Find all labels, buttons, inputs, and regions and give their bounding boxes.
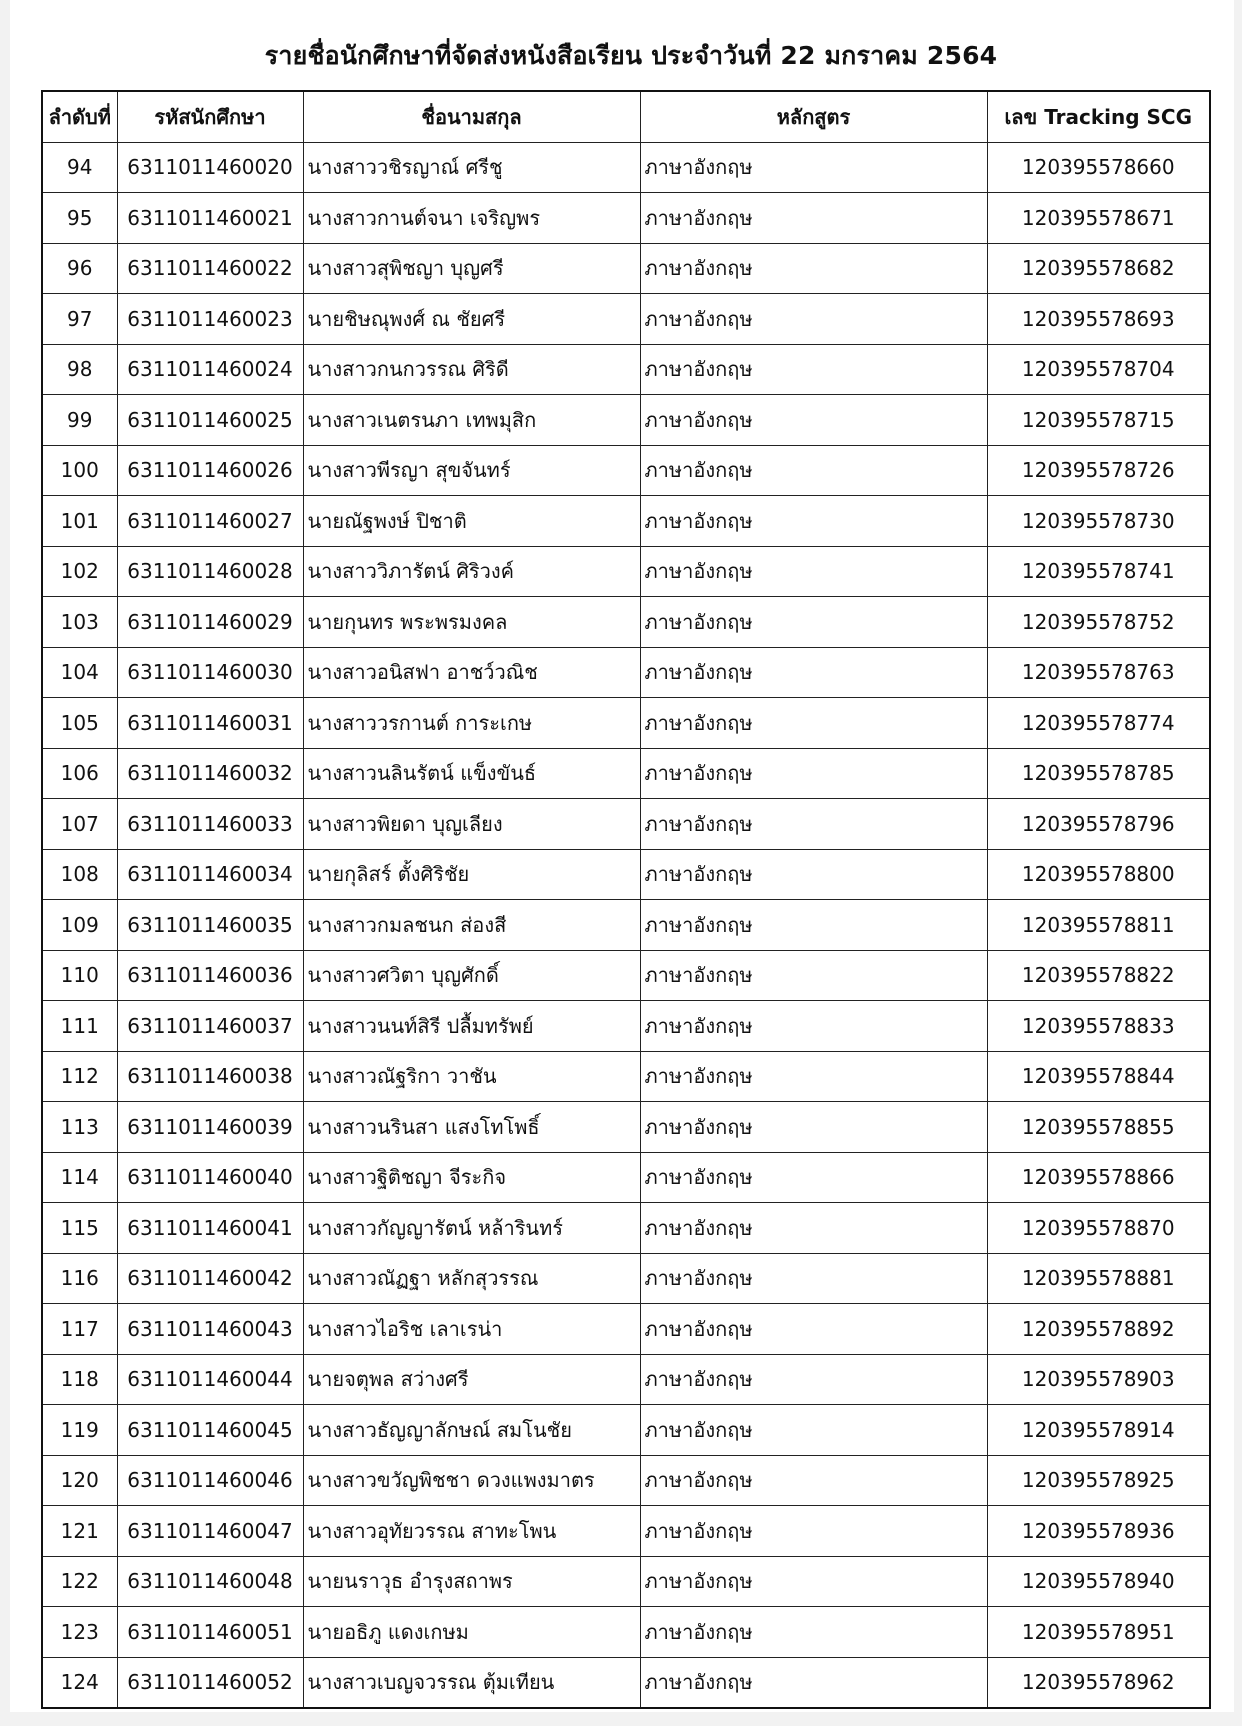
cell-course: ภาษาอังกฤษ: [640, 1405, 987, 1456]
cell-full-name: นายกุนทร พระพรมงคล: [303, 597, 640, 648]
cell-student-id: 6311011460035: [117, 900, 303, 951]
cell-student-id: 6311011460039: [117, 1102, 303, 1153]
table-row: [42, 748, 1210, 799]
cell-number: 121: [42, 1506, 117, 1557]
cell-tracking-number: 120395578730: [987, 496, 1210, 547]
cell-tracking-number: 120395578962: [987, 1657, 1210, 1708]
cell-tracking-number: 120395578671: [987, 193, 1210, 244]
cell-number: 116: [42, 1253, 117, 1304]
table-row: [42, 243, 1210, 294]
cell-student-id: 6311011460037: [117, 1001, 303, 1052]
cell-tracking-number: 120395578741: [987, 546, 1210, 597]
cell-number: 117: [42, 1304, 117, 1355]
cell-number: 97: [42, 294, 117, 345]
table-row: [42, 496, 1210, 547]
cell-tracking-number: 120395578822: [987, 950, 1210, 1001]
cell-number: 100: [42, 445, 117, 496]
table-row: [42, 1152, 1210, 1203]
table-row: [42, 1354, 1210, 1405]
table-row: [42, 799, 1210, 850]
cell-full-name: นางสาวอุทัยวรรณ สาทะโพน: [303, 1506, 640, 1557]
cell-full-name: นายอธิภู แดงเกษม: [303, 1607, 640, 1658]
table-row: [42, 1556, 1210, 1607]
table-row: [42, 900, 1210, 951]
header-course: หลักสูตร: [640, 91, 987, 142]
cell-number: 119: [42, 1405, 117, 1456]
cell-tracking-number: 120395578726: [987, 445, 1210, 496]
cell-course: ภาษาอังกฤษ: [640, 950, 987, 1001]
table-row: [42, 294, 1210, 345]
cell-full-name: นางสาวฐิติชญา จีระกิจ: [303, 1152, 640, 1203]
table-row: [42, 1203, 1210, 1254]
cell-student-id: 6311011460052: [117, 1657, 303, 1708]
cell-tracking-number: 120395578844: [987, 1051, 1210, 1102]
cell-student-id: 6311011460043: [117, 1304, 303, 1355]
cell-student-id: 6311011460047: [117, 1506, 303, 1557]
table-row: [42, 193, 1210, 244]
table-row: [42, 395, 1210, 446]
cell-student-id: 6311011460024: [117, 344, 303, 395]
cell-number: 123: [42, 1607, 117, 1658]
cell-full-name: นางสาวกัญญารัตน์ หล้ารินทร์: [303, 1203, 640, 1254]
cell-full-name: นางสาวพีรญา สุขจันทร์: [303, 445, 640, 496]
cell-student-id: 6311011460031: [117, 698, 303, 749]
cell-tracking-number: 120395578892: [987, 1304, 1210, 1355]
cell-course: ภาษาอังกฤษ: [640, 243, 987, 294]
cell-number: 95: [42, 193, 117, 244]
cell-course: ภาษาอังกฤษ: [640, 1051, 987, 1102]
table-row: [42, 1001, 1210, 1052]
cell-student-id: 6311011460025: [117, 395, 303, 446]
cell-full-name: นางสาวขวัญพิชชา ดวงแพงมาตร: [303, 1455, 640, 1506]
cell-number: 96: [42, 243, 117, 294]
cell-full-name: นายจตุพล สว่างศรี: [303, 1354, 640, 1405]
cell-student-id: 6311011460051: [117, 1607, 303, 1658]
cell-course: ภาษาอังกฤษ: [640, 294, 987, 345]
cell-course: ภาษาอังกฤษ: [640, 1001, 987, 1052]
document-title: รายชื่อนักศึกษาที่จัดส่งหนังสือเรียน ประจำวันที่ 22 มกราคม 2564: [264, 41, 998, 70]
cell-course: ภาษาอังกฤษ: [640, 1354, 987, 1405]
cell-student-id: 6311011460041: [117, 1203, 303, 1254]
cell-student-id: 6311011460045: [117, 1405, 303, 1456]
table-row: [42, 1051, 1210, 1102]
table-row: [42, 1455, 1210, 1506]
table-row: [42, 1253, 1210, 1304]
cell-number: 114: [42, 1152, 117, 1203]
cell-course: ภาษาอังกฤษ: [640, 445, 987, 496]
cell-full-name: นางสาววชิรญาณ์ ศรีชู: [303, 142, 640, 193]
cell-full-name: นางสาวเบญจวรรณ ตุ้มเทียน: [303, 1657, 640, 1708]
cell-course: ภาษาอังกฤษ: [640, 748, 987, 799]
cell-full-name: นางสาวนนท์สิรี ปลื้มทรัพย์: [303, 1001, 640, 1052]
header-student-id: รหัสนักศึกษา: [117, 91, 303, 142]
cell-student-id: 6311011460026: [117, 445, 303, 496]
cell-number: 101: [42, 496, 117, 547]
cell-course: ภาษาอังกฤษ: [640, 1152, 987, 1203]
cell-tracking-number: 120395578682: [987, 243, 1210, 294]
cell-number: 120: [42, 1455, 117, 1506]
cell-student-id: 6311011460022: [117, 243, 303, 294]
cell-student-id: 6311011460034: [117, 849, 303, 900]
cell-tracking-number: 120395578796: [987, 799, 1210, 850]
cell-full-name: นางสาวศวิตา บุญศักดิ์: [303, 950, 640, 1001]
cell-course: ภาษาอังกฤษ: [640, 1304, 987, 1355]
cell-student-id: 6311011460021: [117, 193, 303, 244]
cell-full-name: นางสาวอนิสฟา อาชว์วณิช: [303, 647, 640, 698]
cell-course: ภาษาอังกฤษ: [640, 193, 987, 244]
table-row: [42, 1607, 1210, 1658]
table-row: [42, 1506, 1210, 1557]
cell-tracking-number: 120395578881: [987, 1253, 1210, 1304]
cell-number: 113: [42, 1102, 117, 1153]
table-body: [42, 142, 1210, 1708]
cell-number: 103: [42, 597, 117, 648]
cell-student-id: 6311011460032: [117, 748, 303, 799]
cell-tracking-number: 120395578940: [987, 1556, 1210, 1607]
cell-course: ภาษาอังกฤษ: [640, 546, 987, 597]
cell-tracking-number: 120395578925: [987, 1455, 1210, 1506]
cell-number: 118: [42, 1354, 117, 1405]
cell-full-name: นางสาวนลินรัตน์ แข็งขันธ์: [303, 748, 640, 799]
table-row: [42, 597, 1210, 648]
cell-full-name: นางสาวไอริช เลาเรน่า: [303, 1304, 640, 1355]
cell-number: 115: [42, 1203, 117, 1254]
cell-tracking-number: 120395578752: [987, 597, 1210, 648]
cell-tracking-number: 120395578693: [987, 294, 1210, 345]
cell-course: ภาษาอังกฤษ: [640, 1203, 987, 1254]
cell-number: 105: [42, 698, 117, 749]
cell-number: 111: [42, 1001, 117, 1052]
cell-tracking-number: 120395578833: [987, 1001, 1210, 1052]
cell-course: ภาษาอังกฤษ: [640, 395, 987, 446]
table-row: [42, 698, 1210, 749]
table-row: [42, 1657, 1210, 1708]
cell-tracking-number: 120395578936: [987, 1506, 1210, 1557]
cell-course: ภาษาอังกฤษ: [640, 1556, 987, 1607]
cell-number: 112: [42, 1051, 117, 1102]
cell-tracking-number: 120395578660: [987, 142, 1210, 193]
cell-tracking-number: 120395578914: [987, 1405, 1210, 1456]
cell-student-id: 6311011460033: [117, 799, 303, 850]
table-row: [42, 546, 1210, 597]
cell-number: 104: [42, 647, 117, 698]
cell-student-id: 6311011460036: [117, 950, 303, 1001]
cell-course: ภาษาอังกฤษ: [640, 1102, 987, 1153]
table-row: [42, 1405, 1210, 1456]
cell-student-id: 6311011460027: [117, 496, 303, 547]
cell-number: 94: [42, 142, 117, 193]
cell-course: ภาษาอังกฤษ: [640, 900, 987, 951]
cell-student-id: 6311011460046: [117, 1455, 303, 1506]
cell-student-id: 6311011460023: [117, 294, 303, 345]
table-row: [42, 647, 1210, 698]
cell-number: 122: [42, 1556, 117, 1607]
cell-tracking-number: 120395578715: [987, 395, 1210, 446]
cell-tracking-number: 120395578763: [987, 647, 1210, 698]
cell-course: ภาษาอังกฤษ: [640, 1607, 987, 1658]
cell-student-id: 6311011460028: [117, 546, 303, 597]
cell-course: ภาษาอังกฤษ: [640, 1455, 987, 1506]
cell-full-name: นางสาวณัฐริกา วาชัน: [303, 1051, 640, 1102]
cell-tracking-number: 120395578903: [987, 1354, 1210, 1405]
cell-student-id: 6311011460029: [117, 597, 303, 648]
cell-number: 98: [42, 344, 117, 395]
cell-full-name: นางสาวพิยดา บุญเลียง: [303, 799, 640, 850]
table-row: [42, 1102, 1210, 1153]
cell-full-name: นางสาวณัฏฐา หลักสุวรรณ: [303, 1253, 640, 1304]
cell-tracking-number: 120395578951: [987, 1607, 1210, 1658]
cell-tracking-number: 120395578811: [987, 900, 1210, 951]
header-tracking-number: เลข Tracking SCG: [987, 91, 1210, 142]
cell-course: ภาษาอังกฤษ: [640, 142, 987, 193]
cell-full-name: นางสาวนรินสา แสงโทโพธิ์: [303, 1102, 640, 1153]
header-number: ลำดับที่: [42, 91, 117, 142]
cell-student-id: 6311011460048: [117, 1556, 303, 1607]
table-row: [42, 950, 1210, 1001]
cell-full-name: นายกุลิสร์ ตั้งศิริชัย: [303, 849, 640, 900]
cell-tracking-number: 120395578800: [987, 849, 1210, 900]
table-row: [42, 1304, 1210, 1355]
cell-full-name: นายชิษณุพงศ์ ณ ชัยศรี: [303, 294, 640, 345]
cell-tracking-number: 120395578870: [987, 1203, 1210, 1254]
table-row: [42, 344, 1210, 395]
cell-full-name: นางสาววรกานต์ การะเกษ: [303, 698, 640, 749]
cell-full-name: นางสาววิภารัตน์ ศิริวงค์: [303, 546, 640, 597]
cell-course: ภาษาอังกฤษ: [640, 647, 987, 698]
cell-student-id: 6311011460042: [117, 1253, 303, 1304]
table-header-row: [42, 91, 1210, 142]
cell-full-name: นางสาวกานต์จนา เจริญพร: [303, 193, 640, 244]
cell-course: ภาษาอังกฤษ: [640, 344, 987, 395]
cell-course: ภาษาอังกฤษ: [640, 849, 987, 900]
table-row: [42, 142, 1210, 193]
header-full-name: ชื่อนามสกุล: [303, 91, 640, 142]
cell-tracking-number: 120395578866: [987, 1152, 1210, 1203]
cell-tracking-number: 120395578774: [987, 698, 1210, 749]
cell-number: 110: [42, 950, 117, 1001]
cell-course: ภาษาอังกฤษ: [640, 799, 987, 850]
cell-number: 107: [42, 799, 117, 850]
cell-tracking-number: 120395578785: [987, 748, 1210, 799]
cell-course: ภาษาอังกฤษ: [640, 1253, 987, 1304]
cell-course: ภาษาอังกฤษ: [640, 597, 987, 648]
cell-course: ภาษาอังกฤษ: [640, 1506, 987, 1557]
cell-full-name: นางสาวกนกวรรณ ศิริดี: [303, 344, 640, 395]
table-row: [42, 849, 1210, 900]
student-shipment-table: [41, 90, 1211, 1709]
cell-student-id: 6311011460038: [117, 1051, 303, 1102]
cell-full-name: นางสาวเนตรนภา เทพมุสิก: [303, 395, 640, 446]
cell-student-id: 6311011460020: [117, 142, 303, 193]
cell-full-name: นายณัฐพงษ์ ปิชาติ: [303, 496, 640, 547]
cell-course: ภาษาอังกฤษ: [640, 496, 987, 547]
cell-number: 108: [42, 849, 117, 900]
cell-tracking-number: 120395578855: [987, 1102, 1210, 1153]
cell-full-name: นายนราวุธ อำรุงสถาพร: [303, 1556, 640, 1607]
cell-number: 106: [42, 748, 117, 799]
table-row: [42, 445, 1210, 496]
cell-student-id: 6311011460030: [117, 647, 303, 698]
cell-course: ภาษาอังกฤษ: [640, 1657, 987, 1708]
cell-number: 109: [42, 900, 117, 951]
cell-tracking-number: 120395578704: [987, 344, 1210, 395]
cell-student-id: 6311011460044: [117, 1354, 303, 1405]
cell-student-id: 6311011460040: [117, 1152, 303, 1203]
cell-number: 124: [42, 1657, 117, 1708]
cell-full-name: นางสาวสุพิชญา บุญศรี: [303, 243, 640, 294]
cell-full-name: นางสาวธัญญาลักษณ์ สมโนชัย: [303, 1405, 640, 1456]
cell-full-name: นางสาวกมลชนก ส่องสี: [303, 900, 640, 951]
cell-course: ภาษาอังกฤษ: [640, 698, 987, 749]
cell-number: 102: [42, 546, 117, 597]
cell-number: 99: [42, 395, 117, 446]
